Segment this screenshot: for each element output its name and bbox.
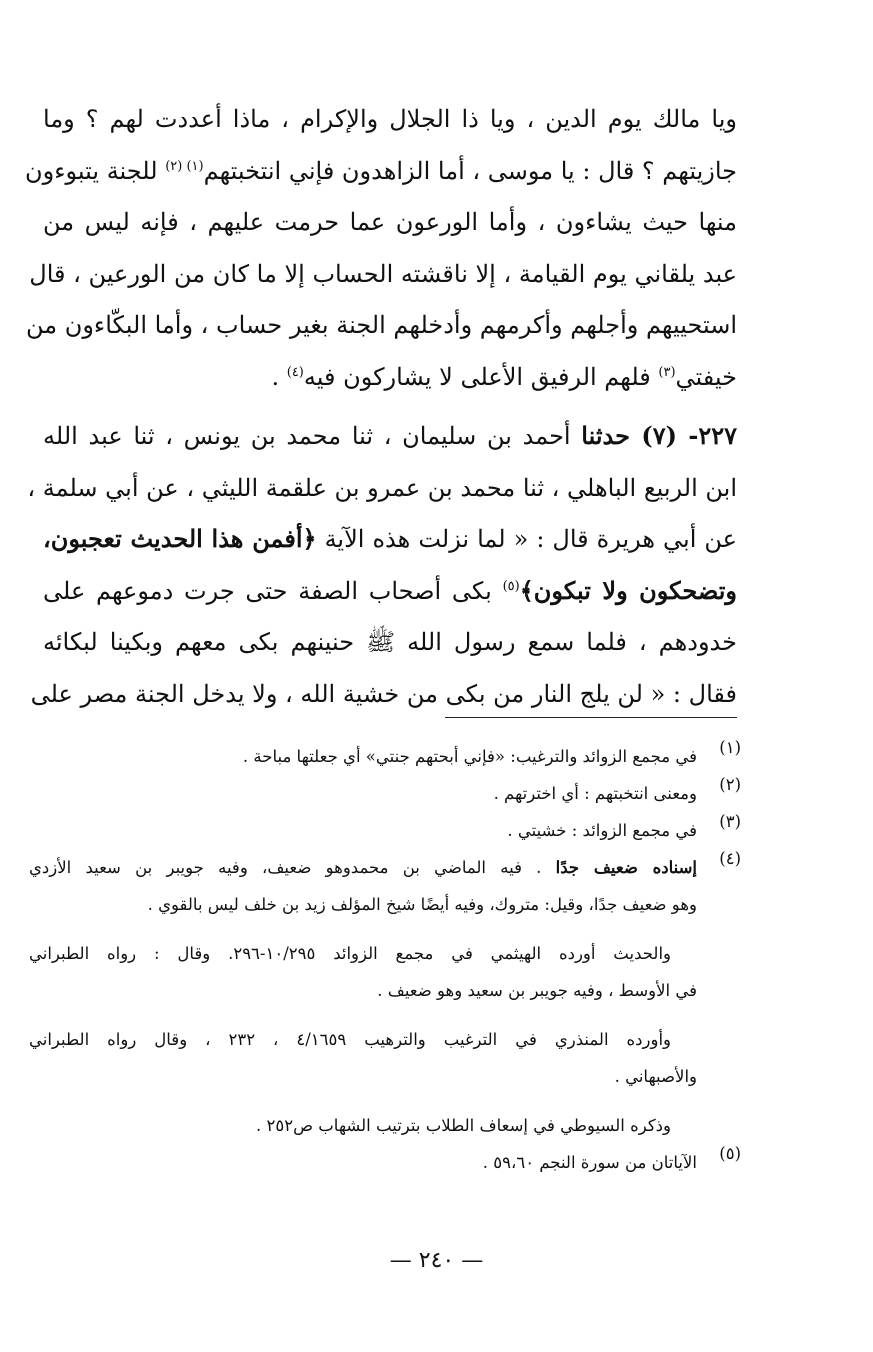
footnote-text: ومعنى انتخبتهم : أي اخترتهم .: [493, 784, 697, 803]
footnote-number: (٥): [719, 1144, 741, 1163]
footnotes: [29, 738, 741, 1181]
grading: إسناده ضعيف جدًا: [555, 858, 697, 877]
page-number: — ٢٤٠ —: [389, 1248, 484, 1273]
footnote-text: في مجمع الزوائد : خشيتي .: [507, 821, 697, 840]
footnote-ref: (٥): [502, 578, 520, 594]
text-line: عبد يلقاني يوم القيامة ، إلا ناقشته الحساب إلا ما كان من الورعين ، قال: [29, 259, 737, 288]
text-line: ويا مالك يوم الدين ، ويا ذا الجلال والإكرام ، ماذا أعددت لهم ؟ وما: [43, 105, 738, 133]
footnote-5: [29, 1144, 741, 1181]
quran-verse: ﴿أفمن هذا الحديث تعجبون،: [43, 524, 317, 553]
footnote-4-paragraph: [29, 1107, 697, 1144]
footnote-text: إسناده ضعيف جدًا . فيه الماضي بن محمدوهو ضعيف، وفيه جويبر بن سعيد الأزدي: [29, 858, 697, 877]
footnote-1: [29, 738, 741, 775]
footnote-4-paragraph: [29, 935, 697, 1009]
footnote-text: في مجمع الزوائد والترغيب: «فإني أبحتهم جنتي» أي جعلتها مباحة .: [242, 747, 697, 766]
footnote-3: [29, 812, 741, 849]
footnote-number: (٤): [719, 849, 741, 868]
footnote-text: الآياتان من سورة النجم ٥٩،٦٠ .: [482, 1153, 697, 1172]
footnote-text: وهو ضعيف جدًا، وقيل: متروك، وفيه أيضًا شيخ المؤلف زيد بن خلف ليس بالقوي .: [147, 895, 697, 914]
footnote-2: [29, 775, 741, 812]
footnote-ref: (٣): [658, 364, 676, 380]
footnote-ref: (٤): [286, 364, 304, 380]
hadith-number: ٢٢٧- (٧) حدثنا: [581, 421, 737, 450]
text-line: منها حيث يشاءون ، وأما الورعون عما حرمت عليهم ، فإنه ليس من: [43, 208, 737, 236]
footnote-number: (٣): [719, 812, 741, 831]
quran-verse: وتضحكون ولا تبكون﴾: [519, 575, 737, 605]
footnote-number: (١): [719, 738, 741, 757]
footnote-ref: (١) (٢): [165, 158, 204, 174]
text-line: ابن الربيع الباهلي ، ثنا محمد بن عمرو بن علقمة الليثي ، عن أبي سلمة ،: [27, 473, 737, 502]
footnote-text: وذكره السيوطي في إسعاف الطلاب بترتيب الشهاب ص٢٥٢ .: [255, 1116, 671, 1135]
footnote-text: في الأوسط ، وفيه جويبر بن سعيد وهو ضعيف .: [377, 981, 697, 1000]
text-line: ٢٢٧- (٧) حدثنا أحمد بن سليمان ، ثنا محمد بن يونس ، ثنا عبد الله: [43, 421, 737, 450]
footnote-text: والحديث أورده الهيثمي في مجمع الزوائد ١٠/٢٩٥-٢٩٦. وقال : رواه الطبراني: [29, 944, 671, 963]
footnote-text: وأورده المنذري في الترغيب والترهيب ٤/١٦٥٩ ، ٢٣٢ ، وقال رواه الطبراني: [29, 1030, 671, 1049]
footnote-4-paragraph: [29, 1021, 697, 1095]
text-line: فقال : « لن يلج النار من بكى من خشية الله ، ولا يدخل الجنة مصر على: [30, 679, 737, 708]
text-line: عن أبي هريرة قال : « لما نزلت هذه الآية ﴿أفمن هذا الحديث تعجبون،: [43, 524, 737, 553]
text-line: استحييهم وأجلهم وأكرمهم وأدخلهم الجنة بغير حساب ، وأما البكّاءون من: [25, 311, 737, 339]
text-line: جازيتهم ؟ قال : يا موسى ، أما الزاهدون فإني انتخبتهم$^{(١) (٢)}$ للجنة يتبوءون: [25, 156, 737, 185]
footnote-text: والأصبهاني .: [614, 1067, 697, 1086]
footnote-divider: [445, 717, 737, 718]
footnote-number: (٢): [719, 775, 741, 794]
main-text: [25, 96, 738, 722]
footnote-4: [29, 849, 741, 923]
text-line: خدودهم ، فلما سمع رسول الله ﷺ حنينهم بكى معهم وبكينا لبكائه: [43, 628, 737, 656]
text-line: خيفتي$^{(٣)}$ فلهم الرفيق الأعلى لا يشاركون فيه$^{(٤)}$ .: [271, 362, 737, 391]
text-line: وتضحكون ولا تبكون﴾$^{(٥)}$ بكى أصحاب الصفة حتى جرت دموعهم على: [43, 575, 737, 605]
